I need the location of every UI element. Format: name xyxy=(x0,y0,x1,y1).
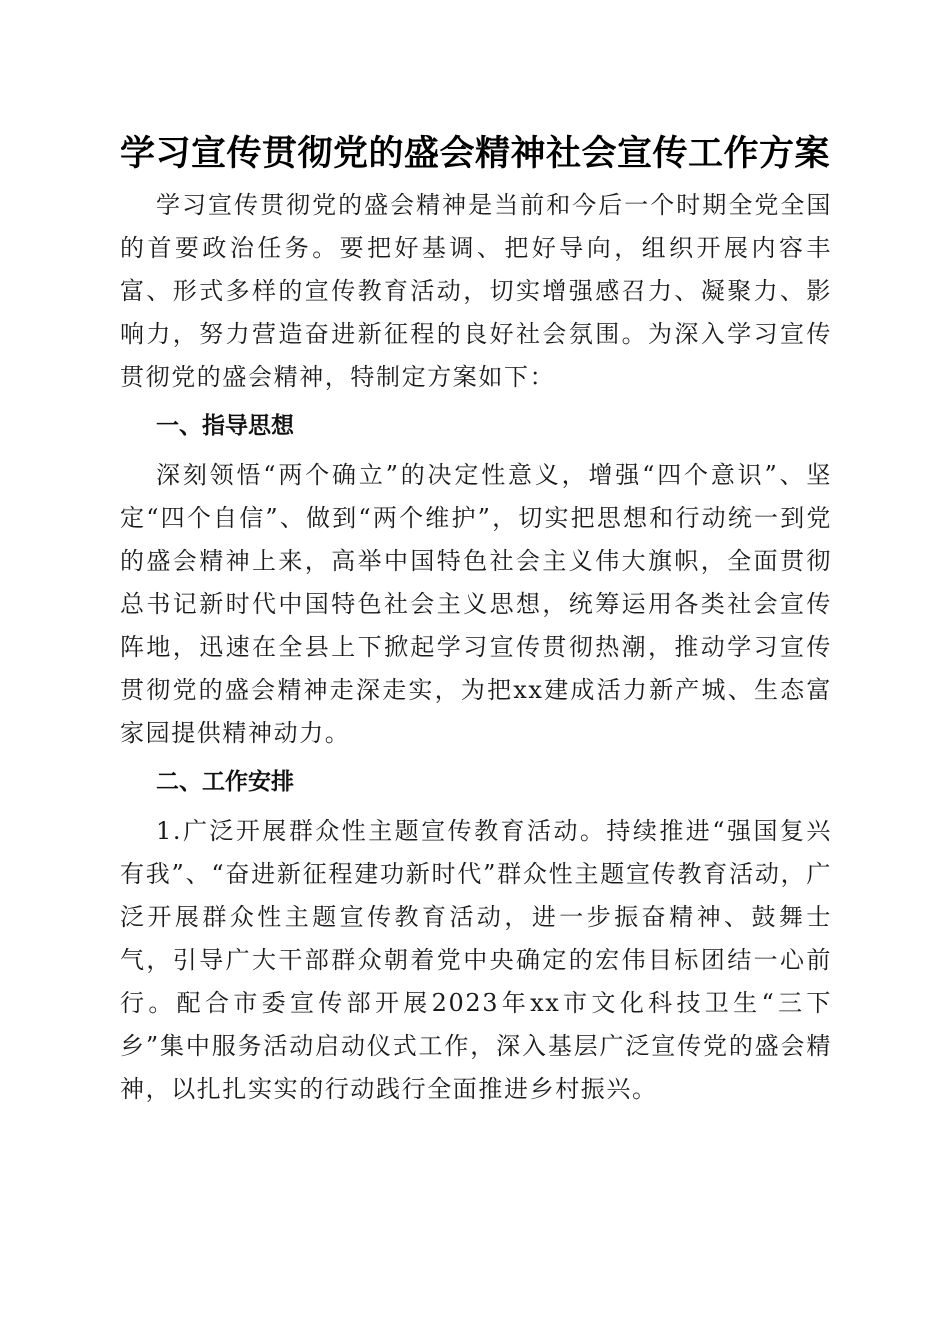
section-paragraph: 1.广泛开展群众性主题宣传教育活动。持续推进“强国复兴有我”、“奋进新征程建功新时代”群众性主题宣传教育活动，广泛开展群众性主题宣传教育活动，进一步振奋精神、鼓舞士气，引导广大干部群众朝着党中央确定的宏伟目标团结一心前行。配合市委宣传部开展2023年xx市文化科技卫生“三下乡”集中服务活动启动仪式工作，深入基层广泛宣传党的盛会精神，以扎扎实实的行动践行全面推进乡村振兴。 xyxy=(120,817,832,1103)
section-heading: 一、指导思想 xyxy=(156,413,294,439)
intro-paragraph: 学习宣传贯彻党的盛会精神是当前和今后一个时期全党全国的首要政治任务。要把好基调、把好导向，组织开展内容丰富、形式多样的宣传教育活动，切实增强感召力、凝聚力、影响力，努力营造奋进新征程的良好社会氛围。为深入学习宣传贯彻党的盛会精神，特制定方案如下： xyxy=(120,191,832,391)
section-heading: 二、工作安排 xyxy=(156,769,294,795)
section-paragraph: 深刻领悟“两个确立”的决定性意义，增强“四个意识”、坚定“四个自信”、做到“两个维护”，切实把思想和行动统一到党的盛会精神上来，高举中国特色社会主义伟大旗帜，全面贯彻总书记新时代中国特色社会主义思想，统筹运用各类社会宣传阵地，迅速在全县上下掀起学习宣传贯彻热潮，推动学习宣传贯彻党的盛会精神走深走实，为把xx建成活力新产城、生态富家园提供精神动力。 xyxy=(120,461,832,747)
section-work-arrangement xyxy=(120,755,832,1111)
section-guiding-ideology xyxy=(120,399,832,755)
document-page xyxy=(120,130,832,1111)
document-title: 学习宣传贯彻党的盛会精神社会宣传工作方案 xyxy=(120,133,831,174)
